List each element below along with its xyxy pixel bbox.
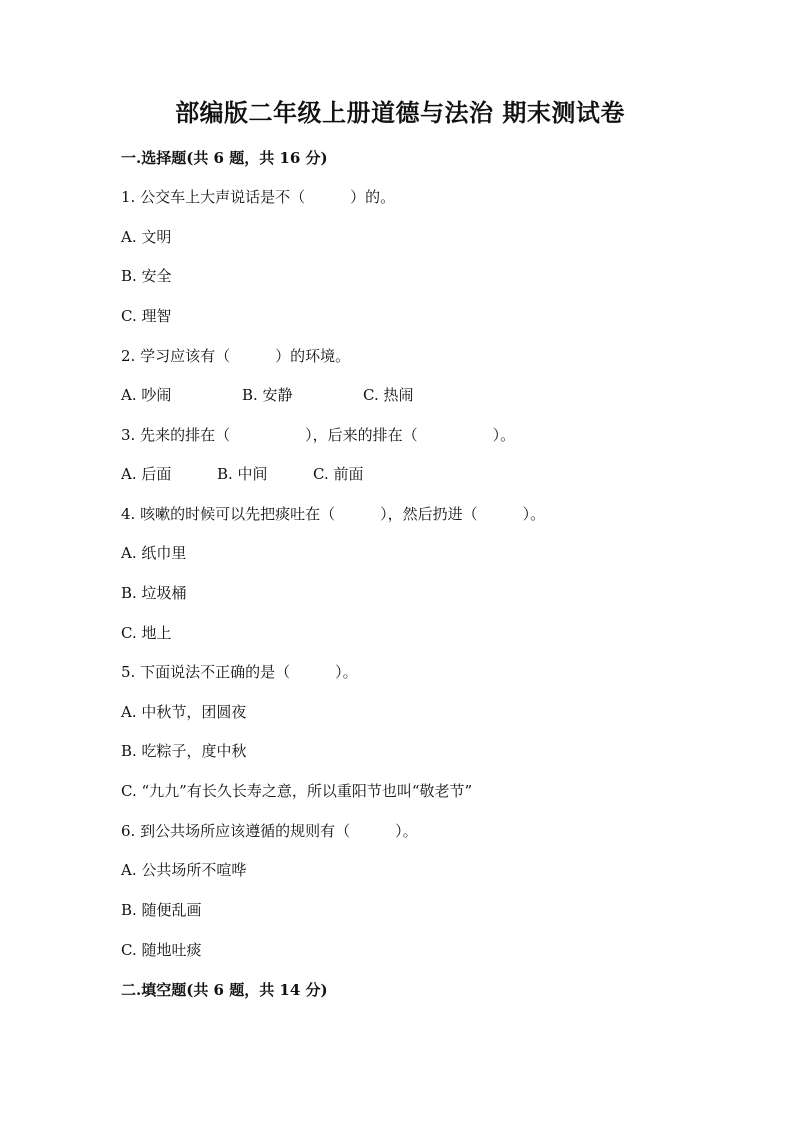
question-2-option-b: B. 安静 [242,386,293,404]
question-6-option-b: B. 随便乱画 [121,901,202,919]
question-1-option-a: A. 文明 [121,228,172,246]
question-4-stem: 4. 咳嗽的时候可以先把痰吐在（ ），然后扔进（ ）。 [121,505,546,523]
question-4-option-c: C. 地上 [121,624,172,642]
question-1-option-c: C. 理智 [121,307,172,325]
question-6-stem: 6. 到公共场所应该遵循的规则有（ ）。 [121,822,418,840]
question-4-option-a: A. 纸巾里 [121,544,187,562]
section-heading-fill-blank: 二.填空题(共 6 题，共 14 分) [121,981,328,999]
question-5-option-c: C. “九九”有长久长寿之意，所以重阳节也叫“敬老节” [121,782,473,800]
question-3-option-c: C. 前面 [313,465,364,483]
question-2-stem: 2. 学习应该有（ ）的环境。 [121,347,351,365]
section-heading-choice: 一.选择题(共 6 题，共 16 分) [121,149,328,167]
question-3-option-b: B. 中间 [217,465,268,483]
question-6-option-c: C. 随地吐痰 [121,941,202,959]
question-2-option-a: A. 吵闹 [121,386,172,404]
question-4-option-b: B. 垃圾桶 [121,584,187,602]
question-5-option-b: B. 吃粽子，度中秋 [121,742,247,760]
page-title: 部编版二年级上册道德与法治 期末测试卷 [175,98,625,127]
question-5-stem: 5. 下面说法不正确的是（ ）。 [121,663,358,681]
question-3-stem: 3. 先来的排在（ ），后来的排在（ ）。 [121,426,516,444]
question-1-option-b: B. 安全 [121,267,172,285]
question-2-option-c: C. 热闹 [363,386,414,404]
question-6-option-a: A. 公共场所不喧哗 [121,861,247,879]
question-5-option-a: A. 中秋节，团圆夜 [121,703,247,721]
question-3-option-a: A. 后面 [121,465,172,483]
question-1-stem: 1. 公交车上大声说话是不（ ）的。 [121,188,396,206]
